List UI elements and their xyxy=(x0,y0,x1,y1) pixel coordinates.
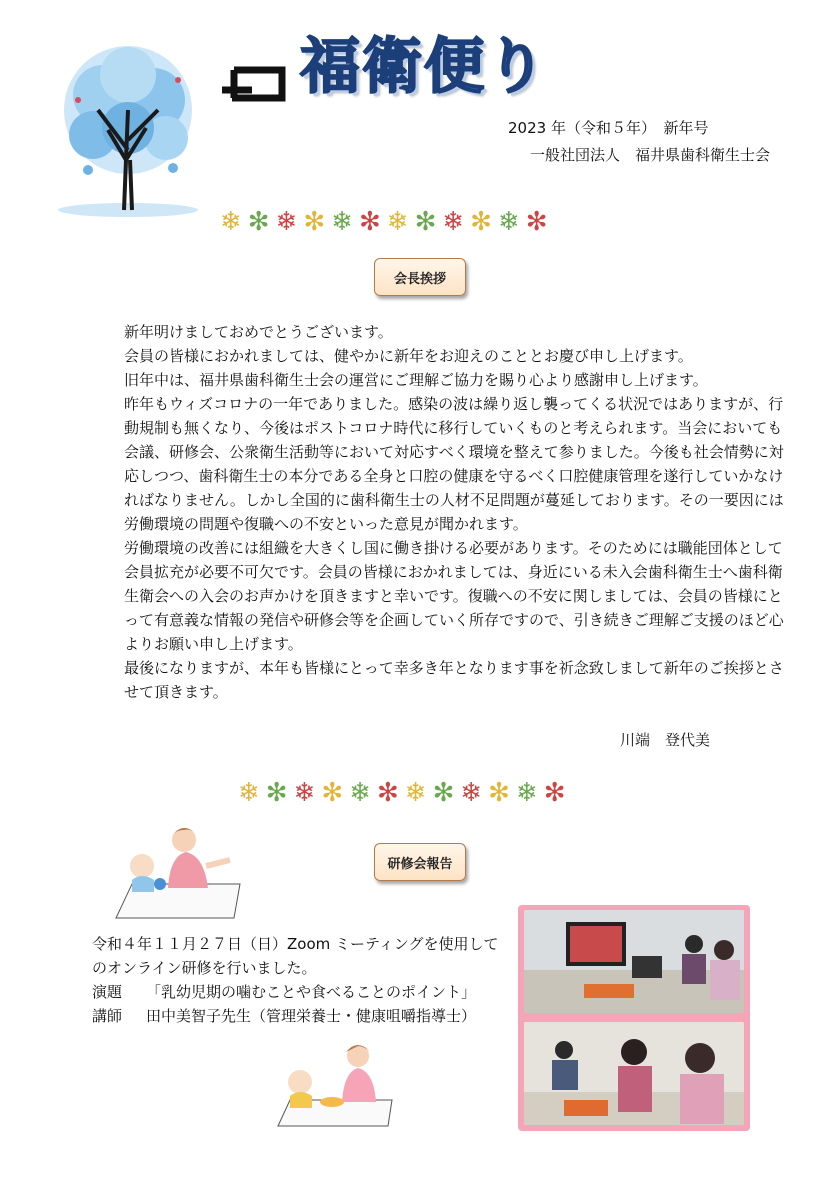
snowflake-icon: ❄ xyxy=(497,207,520,237)
mother-and-baby-eating-illustration xyxy=(276,1040,394,1130)
snowflake-icon: ❄ xyxy=(331,207,353,237)
training-photo-collage xyxy=(518,905,750,1131)
snowflake-icon: ❄ xyxy=(238,778,260,808)
lecturer-label: 講師 xyxy=(92,1007,123,1025)
section-heading-greeting: 会長挨拶 xyxy=(374,258,466,296)
snowflake-icon: ✻ xyxy=(432,778,455,808)
topic-label: 演題 xyxy=(92,983,123,1001)
snowflake-icon: ✻ xyxy=(543,778,566,808)
snowflake-icon: ✻ xyxy=(247,207,270,237)
winter-tree-illustration xyxy=(48,40,208,218)
greeting-paragraph: 労働環境の改善には組織を大きくし国に働き掛ける必要があります。そのためには職能団体として会員拡充が必要不可欠です。会員の皆様におかれましては、身近にいる未入会歯科衛生士へ歯科衛生衛会への入会のお声かけを頂きますと幸いです。復職への不安に関しましては、会員の皆様にとって有意義な情報の発信や研修会等を企画していく所存ですので、引き続きご理解ご支援のほど心よりお願い申し上げます。 xyxy=(124,539,784,653)
organization-name: 一般社団法人 福井県歯科衛生士会 xyxy=(530,146,771,164)
logo-mark-icon xyxy=(212,52,298,112)
snowflake-icon: ❄ xyxy=(404,778,427,808)
snowflake-icon: ✻ xyxy=(414,207,437,237)
greeting-paragraph: 昨年もウィズコロナの一年でありました。感染の波は繰り返し襲ってくる状況ではありますが、行動規制も無くなり、今後はポストコロナ時代に移行していくものと考えられます。当会においても会議、研修会、公衆衛生活動等において対応すべく環境を整えて参りました。今後も社会情勢に対応しつつ、歯科衛生士の本分である全身と口腔の健康を守るべく口腔健康管理を遂行していかなければなりません。しかし全国的に歯科衛生士の人材不足問題が蔓延しております。その一要因には労働環境の問題や復職への不安といった意見が聞かれます。 xyxy=(124,395,784,533)
snowflake-icon: ✻ xyxy=(488,778,510,808)
snowflake-icon: ❄ xyxy=(386,207,409,237)
training-photo-participants xyxy=(524,1022,744,1125)
snowflake-icon: ✻ xyxy=(376,778,399,808)
snowflake-garland-middle xyxy=(238,778,566,808)
training-intro: 令和４年１１月２７日（日）Zoom ミーティングを使用してのオンライン研修を行いました。 xyxy=(92,935,499,977)
snowflake-icon: ✻ xyxy=(265,778,288,808)
training-report xyxy=(92,932,512,1028)
greeting-paragraph: 新年明けましておめでとうございます。 xyxy=(124,323,393,341)
snowflake-icon: ✻ xyxy=(321,778,344,808)
newsletter-title: 福衛便り xyxy=(300,32,548,102)
snowflake-icon: ✻ xyxy=(525,207,548,237)
snowflake-icon: ❄ xyxy=(275,207,298,237)
topic-text: 「乳幼児期の噛むことや食べることのポイント」 xyxy=(146,983,477,1001)
snowflake-icon: ✻ xyxy=(303,207,326,237)
lecturer-text: 田中美智子先生（管理栄養士・健康咀嚼指導士） xyxy=(146,1007,477,1025)
greeting-body xyxy=(124,320,784,704)
snowflake-garland-top xyxy=(220,207,548,237)
greeting-paragraph: 会員の皆様におかれましては、健やかに新年をお迎えのこととお慶び申し上げます。 xyxy=(124,347,693,365)
snowflake-icon: ❄ xyxy=(515,778,538,808)
snowflake-icon: ❄ xyxy=(442,207,465,237)
training-photo-monitor xyxy=(524,910,744,1013)
snowflake-icon: ✻ xyxy=(470,207,492,237)
greeting-paragraph: 最後になりますが、本年も皆様にとって幸多き年となります事を祈念致しまして新年のご挨拶とさせて頂きます。 xyxy=(124,659,784,701)
section-heading-training: 研修会報告 xyxy=(374,843,466,881)
snowflake-icon: ❄ xyxy=(220,207,242,237)
issue-label: 2023 年（令和５年） 新年号 xyxy=(508,119,709,137)
signature: 川端 登代美 xyxy=(620,731,711,749)
snowflake-icon: ❄ xyxy=(349,778,371,808)
snowflake-icon: ❄ xyxy=(460,778,483,808)
mother-feeding-baby-illustration xyxy=(112,822,244,922)
snowflake-icon: ❄ xyxy=(293,778,316,808)
snowflake-icon: ✻ xyxy=(358,207,381,237)
greeting-paragraph: 旧年中は、福井県歯科衛生士会の運営にご理解ご協力を賜り心より感謝申し上げます。 xyxy=(124,371,708,389)
